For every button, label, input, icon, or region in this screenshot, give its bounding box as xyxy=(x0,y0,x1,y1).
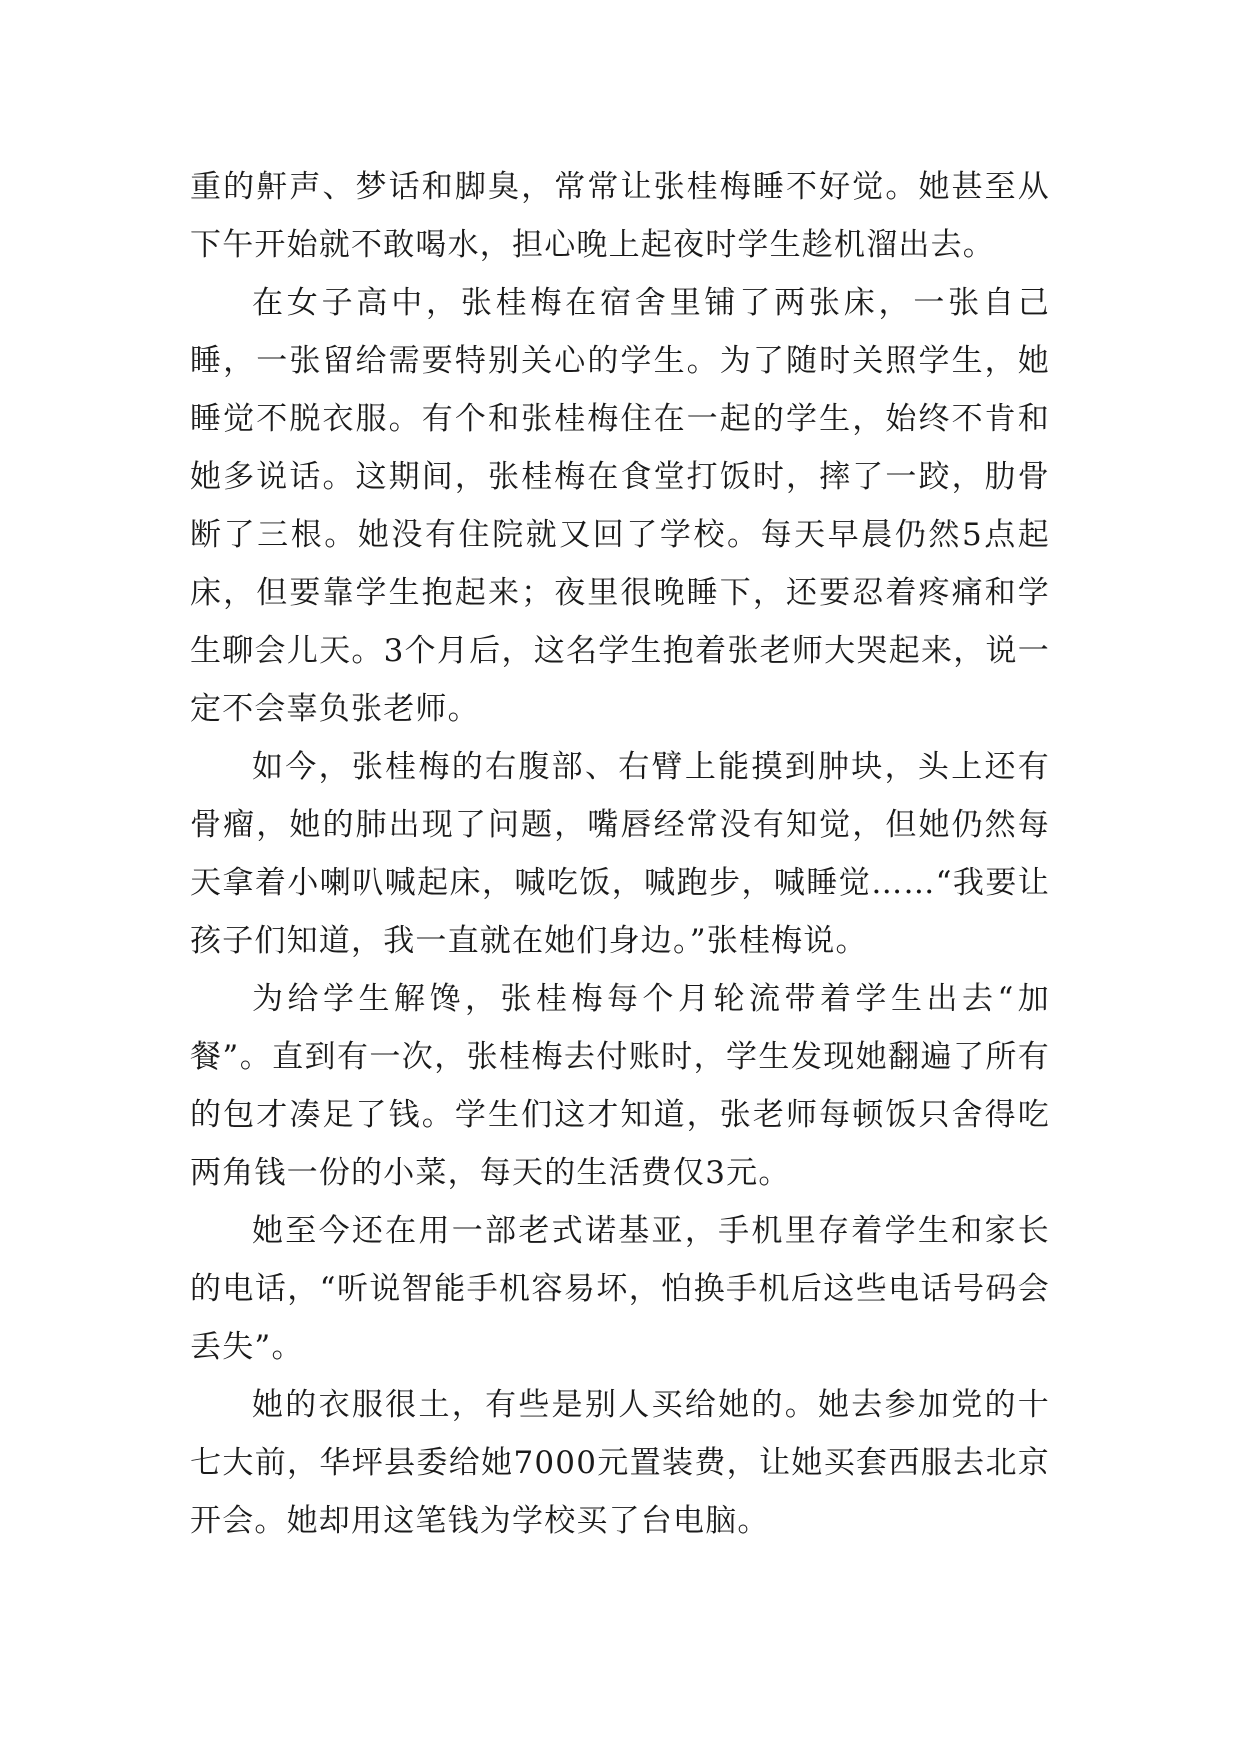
paragraph-2: 在女子高中，张桂梅在宿舍里铺了两张床，一张自己睡，一张留给需要特别关心的学生。为了随时关照学生，她睡觉不脱衣服。有个和张桂梅住在一起的学生，始终不肯和她多说话。这期间，张桂梅在食堂打饭时，摔了一跤，肋骨断了三根。她没有住院就又回了学校。每天早晨仍然5点起床，但要靠学生抱起来；夜里很晚睡下，还要忍着疼痛和学生聊会儿天。3个月后，这名学生抱着张老师大哭起来，说一定不会辜负张老师。 xyxy=(190,285,1050,727)
paragraph-5: 她至今还在用一部老式诺基亚，手机里存着学生和家长的电话，“听说智能手机容易坏，怕换手机后这些电话号码会丢失”。 xyxy=(190,1213,1050,1365)
paragraph-6: 她的衣服很土，有些是别人买给她的。她去参加党的十七大前，华坪县委给她7000元置装费，让她买套西服去北京开会。她却用这笔钱为学校买了台电脑。 xyxy=(190,1387,1050,1539)
paragraph-1: 重的鼾声、梦话和脚臭，常常让张桂梅睡不好觉。她甚至从下午开始就不敢喝水，担心晚上起夜时学生趁机溜出去。 xyxy=(190,169,1050,263)
document-body xyxy=(190,158,1050,1550)
paragraph-4: 为给学生解馋，张桂梅每个月轮流带着学生出去“加餐”。直到有一次，张桂梅去付账时，学生发现她翻遍了所有的包才凑足了钱。学生们这才知道，张老师每顿饭只舍得吃两角钱一份的小菜，每天的生活费仅3元。 xyxy=(190,981,1050,1191)
paragraph-3: 如今，张桂梅的右腹部、右臂上能摸到肿块，头上还有骨瘤，她的肺出现了问题，嘴唇经常没有知觉，但她仍然每天拿着小喇叭喊起床，喊吃饭，喊跑步，喊睡觉……“我要让孩子们知道，我一直就在她们身边。”张桂梅说。 xyxy=(190,749,1050,959)
